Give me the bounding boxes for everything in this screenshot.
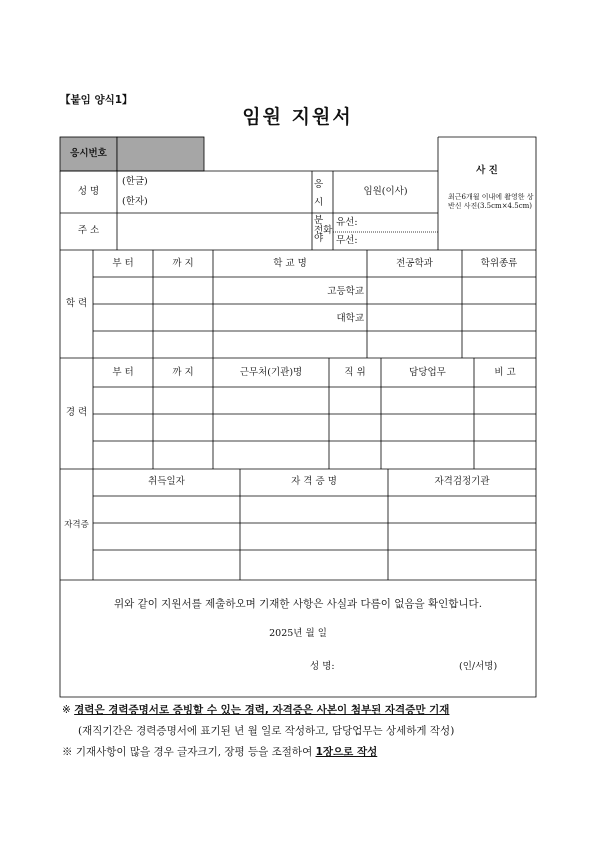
phone-mobile-label: 무선: bbox=[336, 235, 358, 246]
phone-label: 전화 bbox=[314, 225, 333, 236]
page-title: 임원 지원서 bbox=[242, 106, 353, 128]
applicant-no-label: 응시번호 bbox=[70, 148, 107, 159]
note-emphasis: 1장으로 작성 bbox=[315, 746, 378, 758]
applicant-no-field[interactable] bbox=[117, 137, 204, 171]
address-field[interactable] bbox=[118, 214, 311, 249]
note-emphasis: 경력은 경력증명서로 증빙할 수 있는 경력, 자격증은 사본이 첨부된 자격증만 기재 bbox=[74, 704, 450, 716]
name-label: 성 명 bbox=[77, 186, 100, 197]
note-mark: ※ bbox=[62, 746, 73, 758]
name-korean-label: (한글) bbox=[122, 176, 148, 187]
career-header-remarks: 비 고 bbox=[494, 367, 516, 378]
edu-header-school: 학 교 명 bbox=[273, 258, 307, 269]
phone-wired-label: 유선: bbox=[336, 217, 358, 228]
career-header-duties: 담당업무 bbox=[409, 367, 446, 378]
edu-header-degree: 학위종류 bbox=[480, 258, 518, 269]
career-header-workplace: 근무처(기관)명 bbox=[239, 367, 303, 378]
career-header-from: 부 터 bbox=[112, 367, 134, 378]
edu-header-from: 부 터 bbox=[112, 258, 134, 269]
cert-header-name: 자 격 증 명 bbox=[291, 476, 337, 487]
form-tag: 【붙임 양식1】 bbox=[60, 94, 133, 106]
declaration-text: 위와 같이 지원서를 제출하오며 기재한 사항은 사실과 다름이 없음을 확인합니다. bbox=[113, 598, 483, 610]
note-text: 기재사항이 많을 경우 글자크기, 장평 등을 조절하여 bbox=[75, 746, 313, 758]
edu-header-to: 까 지 bbox=[172, 258, 194, 269]
name-field[interactable] bbox=[170, 172, 310, 212]
declaration-date: 2025년 월 일 bbox=[269, 628, 327, 639]
edu-school-suffix: 대학교 bbox=[336, 313, 364, 324]
career-header-position: 직 위 bbox=[344, 367, 366, 378]
career-header-to: 까 지 bbox=[172, 367, 194, 378]
note-line-3 bbox=[62, 744, 377, 759]
signer-label: 성 명: bbox=[310, 661, 335, 672]
note-line-2: (재직기간은 경력증명서에 표기된 년 월 일로 작성하고, 담당업무는 상세하게 작성) bbox=[78, 725, 455, 737]
name-hanja-label: (한자) bbox=[122, 196, 148, 207]
certificate-label: 자격증 bbox=[64, 520, 89, 530]
note-mark: ※ bbox=[62, 704, 71, 716]
address-label: 주 소 bbox=[77, 225, 100, 236]
photo-title: 사 진 bbox=[476, 165, 498, 176]
note-line-1 bbox=[62, 702, 449, 717]
photo-note: 최근6개월 이내에 촬영한 상반신 사진(3.5cm×4.5cm) bbox=[448, 193, 534, 210]
edu-header-major: 전공학과 bbox=[396, 258, 433, 269]
field-label: 응시 분야 bbox=[314, 179, 324, 244]
seal-label: (인/서명) bbox=[459, 661, 498, 672]
education-label: 학 력 bbox=[65, 298, 88, 309]
cert-header-issuer: 자격검정기관 bbox=[434, 476, 490, 487]
edu-school-suffix: 고등학교 bbox=[327, 286, 364, 297]
cert-header-date: 취득일자 bbox=[148, 476, 185, 487]
field-value: 임원(이사) bbox=[363, 186, 408, 197]
career-label: 경 력 bbox=[65, 407, 88, 418]
